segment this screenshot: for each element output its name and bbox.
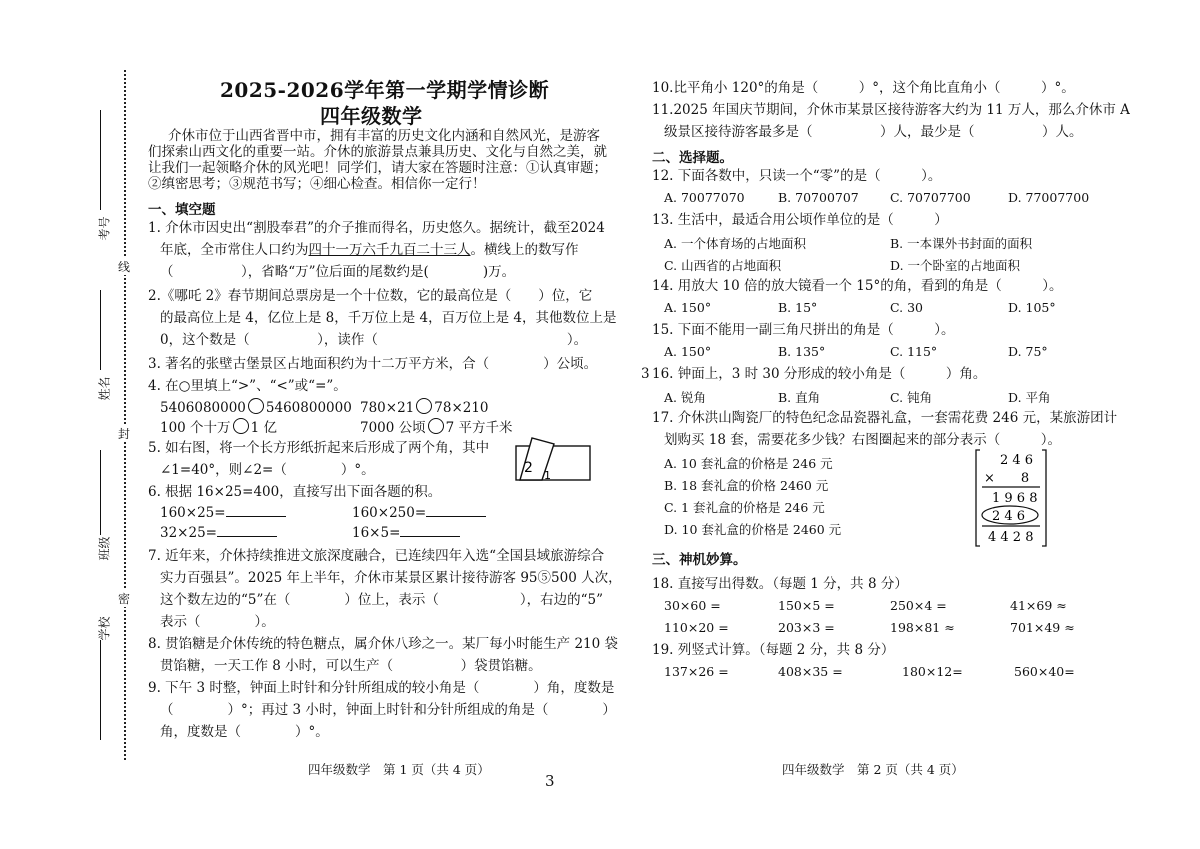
vertical-multiplication-figure	[974, 448, 1048, 548]
q3-line: 3. 著名的张壁古堡景区占地面积约为十二万平方米，合（ ）公顷。	[148, 356, 598, 372]
q17-option-d[interactable]: D. 10 套礼盒的价格是 2460 元	[664, 522, 842, 537]
q8-line1: 8. 贯馅糖是介休传统的特色糖点，属介休八珍之一。某厂每小时能生产 210 袋	[148, 636, 619, 652]
q6-item-1: 160×25=	[160, 504, 286, 521]
q7-line1: 7. 近年来，介休持续推进文旅深度融合，已连续四年入选“全国县域旅游综合	[148, 548, 605, 564]
school-label: 学校	[97, 616, 112, 641]
q5-line2: ∠1=40°，则∠2=（ ）°。	[160, 462, 375, 478]
q13-option-a[interactable]: A. 一个体育场的占地面积	[664, 236, 806, 251]
q14-option-b[interactable]: B. 15°	[778, 300, 818, 315]
q19-line: 19. 列竖式计算。（每题 2 分，共 8 分）	[652, 642, 895, 658]
exam-no-label: 考号	[97, 216, 112, 241]
q15-option-a[interactable]: A. 150°	[664, 344, 712, 359]
section-choice: 二、选择题。	[652, 150, 733, 166]
q6-item-2: 160×250=	[352, 504, 486, 521]
q11-line1: 11.2025 年国庆节期间，介休市某景区接待游客大约为 11 万人，那么介休市 A	[652, 102, 1130, 118]
q1-line2: 年底，全市常住人口约为四十一万六千九百二十三人。横线上的数写作	[160, 242, 579, 258]
q14-option-a[interactable]: A. 150°	[664, 300, 712, 315]
q16-option-d[interactable]: D. 平角	[1008, 390, 1051, 405]
q4-line: 4. 在○里填上“>”、“<”或“=”。	[148, 378, 347, 394]
folded-rectangle-figure	[510, 432, 594, 484]
q14-option-c[interactable]: C. 30	[890, 300, 923, 315]
q11-line2: 级景区接待游客最多是（ ）人，最少是（ ）人。	[664, 124, 1083, 140]
q2-line3: 0，这个数是（ ），读作（ ）。	[160, 332, 588, 348]
q12-option-a[interactable]: A. 70077070	[664, 190, 745, 205]
page1-footer: 四年级数学 第 1 页（共 4 页）	[308, 762, 490, 777]
q18-r2-4: 701×49 ≈	[1010, 620, 1075, 635]
exam-title: 2025-2026学年第一学期学情诊断	[220, 78, 550, 102]
compare-circle[interactable]	[233, 418, 249, 434]
q4-row1-right: 780×21 78×210	[360, 400, 489, 416]
q4-row2-right: 7000 公顷 7 平方千米	[360, 420, 513, 436]
compare-circle[interactable]	[248, 398, 264, 414]
calc-row-1: 2 4 6	[1000, 453, 1034, 468]
q17-line1: 17. 介休洪山陶瓷厂的特色纪念品瓷器礼盒，一套需花费 246 元，某旅游团计	[652, 410, 1118, 426]
binding-mark-line: 线	[118, 260, 131, 274]
q19-item-3: 180×12=	[902, 664, 963, 679]
intro-line-2: 们探索山西文化的重要一站。介休的旅游景点兼具历史、文化与自然之美，就	[148, 144, 607, 160]
binding-mark-secret: 密	[118, 592, 131, 606]
q18-r1-3: 250×4 =	[890, 598, 947, 613]
q12-option-c[interactable]: C. 70707700	[890, 190, 971, 205]
q1-line1: 1. 介休市因史出“割股奉君”的介子推而得名，历史悠久。据统计，截至2024	[148, 220, 605, 236]
exam-subtitle: 四年级数学	[320, 104, 423, 128]
q17-option-a[interactable]: A. 10 套礼盒的价格是 246 元	[664, 456, 833, 471]
stray-mark: 3	[545, 772, 555, 790]
q7-line4: 表示（ ）。	[160, 614, 275, 630]
q13-line: 13. 生活中，最适合用公顷作单位的是（ ）	[652, 212, 948, 228]
angle-2-label: 2	[524, 460, 533, 476]
q16-option-b[interactable]: B. 直角	[778, 390, 821, 405]
class-label: 班级	[97, 536, 112, 561]
q15-option-b[interactable]: B. 135°	[778, 344, 826, 359]
q6-item-4: 16×5=	[352, 524, 460, 541]
q13-option-c[interactable]: C. 山西省的占地面积	[664, 258, 782, 273]
intro-line-1: 介休市位于山西省晋中市，拥有丰富的历史文化内涵和自然风光，是游客	[168, 128, 600, 144]
q16-option-a[interactable]: A. 锐角	[664, 390, 706, 405]
q14-option-d[interactable]: D. 105°	[1008, 300, 1056, 315]
intro-line-3: 让我们一起领略介休的风光吧！同学们，请大家在答题时注意：①认真审题；	[148, 160, 607, 176]
q10-line: 10.比平角小 120°的角是（ ）°，这个角比直角小（ ）°。	[652, 80, 1075, 96]
q4-row1-left: 5406080000 5460800000	[160, 400, 352, 416]
section-calculation: 三、神机妙算。	[652, 552, 747, 568]
q15-line: 15. 下面不能用一副三角尺拼出的角是（ ）。	[652, 322, 955, 338]
q12-option-d[interactable]: D. 77007700	[1008, 190, 1090, 205]
q7-line3: 这个数左边的“5”在（ ）位上，表示（ ），右边的“5”	[160, 592, 604, 608]
q2-line2: 的最高位上是 4，亿位上是 8，千万位上是 4，百万位上是 4，其他数位上是	[160, 310, 617, 326]
binding-dotted-line	[124, 70, 126, 760]
q8-line2: 贯馅糖，一天工作 8 小时，可以生产（ ）袋贯馅糖。	[160, 658, 542, 674]
class-line	[100, 450, 101, 535]
q13-option-b[interactable]: B. 一本课外书封面的面积	[890, 236, 1033, 251]
q18-r2-1: 110×20 =	[664, 620, 729, 635]
q18-line: 18. 直接写出得数。（每题 1 分，共 8 分）	[652, 576, 908, 592]
q13-option-d[interactable]: D. 一个卧室的占地面积	[890, 258, 1021, 273]
q18-r2-2: 203×3 =	[778, 620, 835, 635]
q19-item-2: 408×35 =	[778, 664, 843, 679]
q12-line: 12. 下面各数中，只读一个“零”的是（ ）。	[652, 168, 942, 184]
q18-r2-3: 198×81 ≈	[890, 620, 955, 635]
school-line	[100, 640, 101, 740]
q17-option-b[interactable]: B. 18 套礼盒的价格 2460 元	[664, 478, 829, 493]
angle-1-label: 1	[544, 469, 551, 482]
q18-r1-1: 30×60 =	[664, 598, 721, 613]
calc-row-5: 4 4 2 8	[988, 530, 1034, 545]
q16-line: 16. 钟面上，3 时 30 分形成的较小角是（ ）角。	[652, 366, 987, 382]
q18-r1-4: 41×69 ≈	[1010, 598, 1067, 613]
q2-line1: 2.《哪吒 2》春节期间总票房是一个十位数，它的最高位是（ ）位，它	[148, 288, 593, 304]
q15-option-d[interactable]: D. 75°	[1008, 344, 1048, 359]
compare-circle[interactable]	[416, 398, 432, 414]
calc-row-2: × 8	[984, 471, 1030, 486]
q17-line2: 划购买 18 套，需要花多少钱？右图圈起来的部分表示（ ）。	[664, 432, 1062, 448]
calc-row-4: 2 4 6	[992, 509, 1026, 524]
q9-line1: 9. 下午 3 时整，钟面上时针和分针所组成的较小角是（ ）角，度数是	[148, 680, 615, 696]
exam-no-line	[100, 110, 101, 210]
q6-item-3: 32×25=	[160, 524, 277, 541]
section-fill-blank: 一、填空题	[148, 202, 216, 218]
q9-line2: （ ）°；再过 3 小时，钟面上时针和分针所组成的角是（ ）	[160, 702, 616, 718]
q16-option-c[interactable]: C. 钝角	[890, 390, 933, 405]
q19-item-1: 137×26 =	[664, 664, 729, 679]
q7-line2: 实力百强县”。2025 年上半年，介休市某景区累计接待游客 95⑤500 人次，	[160, 570, 622, 586]
q15-option-c[interactable]: C. 115°	[890, 344, 938, 359]
q16-margin-mark: 3	[641, 366, 650, 382]
q14-line: 14. 用放大 10 倍的放大镜看一个 15°的角，看到的角是（ ）。	[652, 278, 1063, 294]
q19-item-4: 560×40=	[1014, 664, 1075, 679]
q4-row2-left: 100 个十万 1 亿	[160, 420, 277, 436]
q9-line3: 角，度数是（ ）°。	[160, 724, 329, 740]
compare-circle[interactable]	[428, 418, 444, 434]
q1-line3: （ ），省略“万”位后面的尾数约是( )万。	[160, 264, 516, 280]
name-label: 姓名	[97, 376, 112, 401]
q6-line: 6. 根据 16×25=400，直接写出下面各题的积。	[148, 484, 442, 500]
q12-option-b[interactable]: B. 70700707	[778, 190, 859, 205]
name-line	[100, 290, 101, 370]
calc-row-3: 1 9 6 8	[992, 491, 1038, 506]
q5-line1: 5. 如右图，将一个长方形纸折起来后形成了两个角，其中	[148, 440, 490, 456]
page2-footer: 四年级数学 第 2 页（共 4 页）	[782, 762, 964, 777]
q18-r1-2: 150×5 =	[778, 598, 835, 613]
binding-mark-seal: 封	[118, 427, 131, 441]
q17-option-c[interactable]: C. 1 套礼盒的价格是 246 元	[664, 500, 825, 515]
intro-line-4: ②缜密思考；③规范书写；④细心检查。相信你一定行！	[148, 176, 486, 192]
